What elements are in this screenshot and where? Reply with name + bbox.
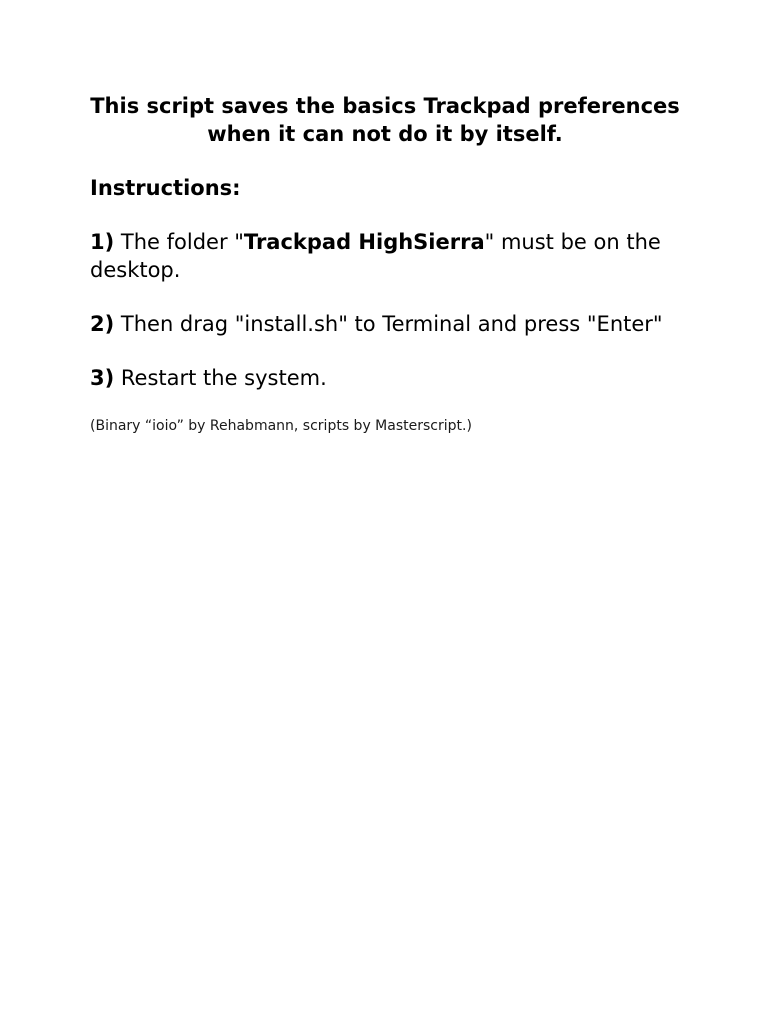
step-1-number: 1): [90, 230, 115, 254]
step-3-text: Restart the system.: [114, 366, 327, 390]
step-3: [90, 364, 680, 392]
instructions-heading: Instructions:: [90, 176, 241, 200]
credit-note: (Binary “ioio” by Rehabmann, scripts by Masterscript.): [90, 418, 472, 434]
document-content: [90, 92, 680, 436]
step-1: [90, 228, 680, 284]
step-2: [90, 310, 680, 338]
step-2-number: 2): [90, 312, 115, 336]
step-2-text: Then drag "install.sh" to Terminal and press "Enter": [114, 312, 663, 336]
document-title: This script saves the basics Trackpad preferences when it can not do it by itself.: [90, 94, 680, 146]
step-1-text-after: " must be on the desktop.: [90, 230, 661, 282]
step-1-text-before: The folder ": [114, 230, 244, 254]
step-1-folder-name: Trackpad HighSierra: [243, 230, 485, 254]
step-3-number: 3): [90, 366, 115, 390]
